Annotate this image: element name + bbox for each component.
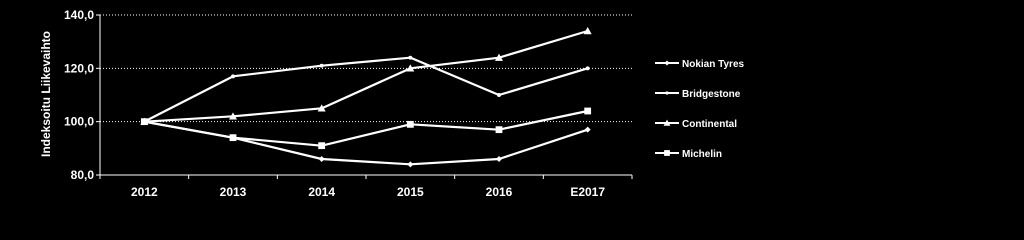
x-tick-label-2015: 2015	[396, 185, 424, 199]
data-point-nokian-tyres	[585, 127, 591, 133]
data-point-bridgestone	[586, 66, 590, 70]
legend-label: Michelin	[682, 149, 723, 160]
x-tick-label-2014: 2014	[308, 185, 336, 199]
data-point-michelin	[318, 142, 325, 149]
y-tick-label: 80,0	[70, 168, 94, 182]
x-tick-label-2012: 2012	[130, 185, 158, 199]
legend-label: Continental	[682, 119, 737, 130]
series-continental	[140, 27, 591, 125]
series-line-continental	[144, 31, 587, 122]
data-point-michelin	[407, 121, 414, 128]
legend	[655, 59, 744, 160]
series-bridgestone	[142, 56, 589, 124]
data-point-bridgestone	[497, 93, 501, 97]
axes	[96, 15, 632, 179]
legend-entry-nokian-tyres	[655, 59, 744, 70]
y-tick-label: 120,0	[63, 61, 94, 76]
data-point-bridgestone	[408, 56, 412, 60]
data-point-nokian-tyres	[407, 161, 413, 167]
legend-marker-nokian-tyres	[664, 60, 669, 65]
x-tick-label-2016: 2016	[485, 185, 513, 199]
data-point-michelin	[141, 118, 148, 125]
x-tick-label-2013: 2013	[219, 185, 247, 199]
x-tick-label-e2017: E2017	[570, 185, 606, 199]
data-point-nokian-tyres	[319, 156, 325, 162]
y-axis-title: Indeksoitu Liikevaihto	[39, 30, 53, 158]
legend-entry-michelin	[655, 149, 722, 160]
data-point-bridgestone	[320, 64, 324, 68]
data-point-nokian-tyres	[496, 156, 502, 162]
y-tick-label: 100,0	[63, 114, 94, 129]
legend-marker-michelin	[664, 150, 670, 156]
grid-lines	[100, 15, 632, 122]
data-point-michelin	[496, 126, 503, 133]
legend-entry-bridgestone	[655, 89, 741, 100]
series-michelin	[141, 108, 591, 149]
series-nokian-tyres	[141, 119, 590, 168]
legend-label: Nokian Tyres	[682, 59, 745, 70]
series-line-bridgestone	[144, 58, 587, 122]
data-point-michelin	[584, 108, 591, 115]
y-tick-label: 140,0	[63, 8, 94, 22]
legend-marker-bridgestone	[665, 91, 668, 94]
data-point-bridgestone	[231, 74, 235, 78]
series-line-michelin	[144, 111, 587, 146]
data-point-continental	[584, 27, 592, 34]
series-line-nokian-tyres	[144, 122, 587, 165]
data-point-michelin	[230, 134, 237, 141]
series-lines	[140, 27, 591, 167]
legend-entry-continental	[655, 119, 737, 130]
legend-label: Bridgestone	[682, 89, 741, 100]
